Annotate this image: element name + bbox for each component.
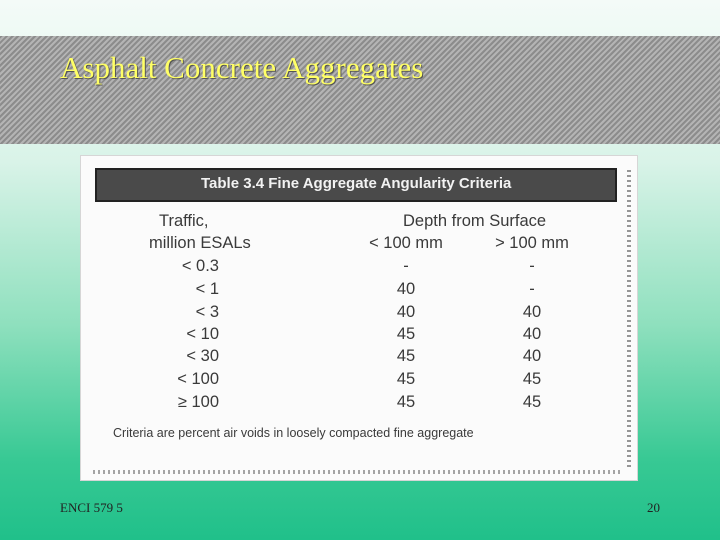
table-image (81, 156, 637, 480)
traffic-cell: < 100 (177, 370, 219, 388)
gt100-cell: 45 (522, 370, 542, 388)
depth-group-header: Depth from Surface (403, 212, 547, 230)
lt100-cell: 45 (396, 325, 416, 343)
depth-lt100-header: < 100 mm (369, 234, 443, 252)
lt100-cell: 45 (396, 347, 416, 365)
traffic-cell: < 0.3 (181, 257, 219, 275)
table-header (95, 168, 617, 202)
traffic-cell: ≥ 100 (177, 393, 219, 411)
lt100-cell: 40 (396, 303, 416, 321)
gt100-cell: - (529, 257, 535, 275)
lt100-cell: 45 (396, 370, 416, 388)
table-caption: Table 3.4 Fine Aggregate Angularity Criteria (201, 175, 512, 192)
scan-edge-right (627, 170, 631, 470)
traffic-cell: < 30 (186, 347, 219, 365)
gt100-cell: 40 (522, 303, 542, 321)
gt100-cell: 40 (522, 347, 542, 365)
traffic-cell: < 1 (195, 280, 219, 298)
slide-title: Asphalt Concrete Aggregates (60, 50, 424, 85)
gt100-cell: 40 (522, 325, 542, 343)
gt100-cell: - (529, 280, 535, 298)
lt100-cell: 40 (396, 280, 416, 298)
traffic-header-line1: Traffic, (159, 212, 209, 230)
gt100-cell: 45 (522, 393, 542, 411)
footer-course-label: ENCI 579 5 (60, 500, 123, 515)
page-number: 20 (647, 500, 660, 515)
table-footnote: Criteria are percent air voids in loosely compacted fine aggregate (113, 426, 474, 440)
lt100-cell: 45 (396, 393, 416, 411)
lt100-cell: - (403, 257, 409, 275)
traffic-cell: < 3 (195, 303, 219, 321)
traffic-header-line2: million ESALs (149, 234, 251, 252)
traffic-cell: < 10 (186, 325, 219, 343)
scan-edge-bottom (93, 470, 623, 474)
depth-gt100-header: > 100 mm (495, 234, 569, 252)
